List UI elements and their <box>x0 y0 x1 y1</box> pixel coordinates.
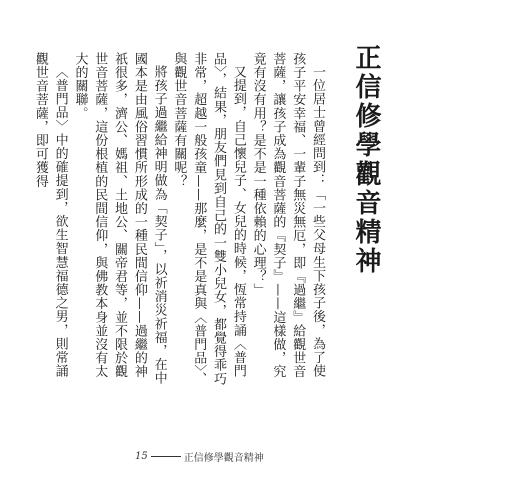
paragraph-3: 將孩子過繼給神明做為「契子」，以祈消災祈福，在中國本是由風俗習慣所形成的一種民間信仰——過繼的神祇很多，濟公、媽祖、土地公、關帝君等，並不限於觀世音菩薩，這份根植的民間信仰，與佛教本身並沒有太大的關聯。 <box>72 52 167 385</box>
paragraph-2: 又提到，自己懷兒子、女兒的時候，恆常持誦〈普門品〉，結果，朋友們見到自己的一雙小兒女，都覺得乖巧非常，超越一般孩童——那麼，是不是真與〈普門品〉、與觀世音菩薩有關呢？ <box>171 52 246 386</box>
paragraph-1: 一位居士曾經問到：「一些父母生下孩子後，為了使孩子平安幸福、一輩子無災無厄，即『過繼』給觀世音菩薩，讓孩子成為觀音菩薩的『契子』——這樣做，究竟有沒有用？是不是一種依賴的心理？」 <box>250 52 325 379</box>
footer-rule <box>151 456 181 457</box>
paragraph-4: 〈普門品〉中的確提到，欲生智慧福德之男，則常誦觀世音菩薩，即可獲得 <box>32 52 68 378</box>
page-title: 正信修學觀音精神 <box>351 44 381 276</box>
running-title: 正信修學觀音精神 <box>183 453 264 464</box>
body-text <box>32 52 327 388</box>
page-footer <box>135 449 264 464</box>
page-number: 15 <box>135 451 148 462</box>
